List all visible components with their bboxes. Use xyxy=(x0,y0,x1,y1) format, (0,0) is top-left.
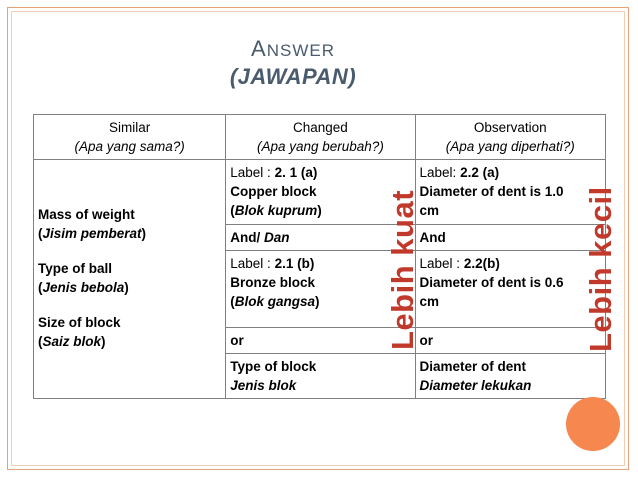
changed-cell-and: And/ Dan xyxy=(226,225,415,251)
changed-cell-a: Label : 2. 1 (a) Copper block (Blok kuprum) xyxy=(226,160,415,225)
header-row xyxy=(34,115,606,160)
observation-cell-type: Diameter of dent Diameter lekukan xyxy=(415,354,605,399)
annotation-lebih-kecil: Lebih kecil xyxy=(583,186,618,352)
similar-item-2: Type of ball xyxy=(38,260,113,276)
decorative-circle xyxy=(566,397,620,451)
similar-variables-cell xyxy=(34,160,226,399)
title-answer: ANSWER xyxy=(251,36,335,61)
changed-cell-type: Type of block Jenis blok xyxy=(226,354,415,399)
observation-cell-b: Label : 2.2(b) Diameter of dent is 0.6 cm xyxy=(415,251,605,328)
table-row-a xyxy=(34,160,606,225)
observation-cell-and: And xyxy=(415,225,605,251)
slide-title xyxy=(218,38,368,88)
header-observation: Observation (Apa yang diperhati?) xyxy=(415,115,605,160)
header-changed: Changed (Apa yang berubah?) xyxy=(226,115,415,160)
title-jawapan: (JAWAPAN) xyxy=(229,64,357,89)
changed-cell-b: Label : 2.1 (b) Bronze block (Blok gangsa) xyxy=(226,251,415,328)
similar-item-3: Size of block xyxy=(38,314,121,330)
annotation-lebih-kuat: Lebih kuat xyxy=(385,189,420,350)
header-similar: Similar (Apa yang sama?) xyxy=(34,115,226,160)
observation-cell-or: or xyxy=(415,328,605,354)
similar-item-1-sub: (Jisim pemberat) xyxy=(38,225,147,241)
similar-item-3-sub: (Saiz blok) xyxy=(38,333,106,349)
similar-item-2-sub: (Jenis bebola) xyxy=(38,279,129,295)
variables-table xyxy=(33,114,606,399)
changed-cell-or: or xyxy=(226,328,415,354)
similar-item-1: Mass of weight xyxy=(38,206,135,222)
observation-cell-a: Label: 2.2 (a) Diameter of dent is 1.0 cm xyxy=(415,160,605,225)
